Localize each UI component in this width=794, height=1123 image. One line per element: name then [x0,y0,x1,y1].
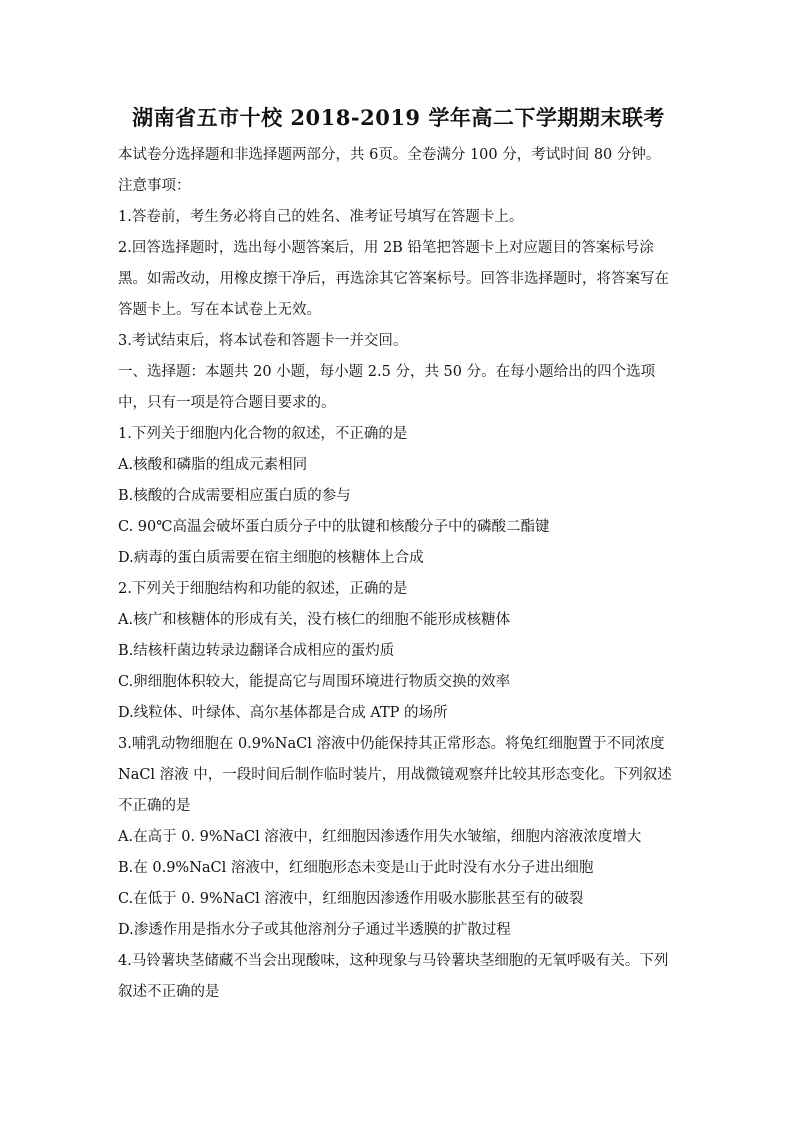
question-1-option-c: C. 90℃高温会破坏蛋白质分子中的肽键和核酸分子中的磷酸二酯键 [118,519,550,535]
question-1-option-a: A.核酸和磷脂的组成元素相同 [118,457,308,473]
notice-item-3: 3.考试结束后，将本试卷和答题卡一并交回。 [118,333,408,349]
notice-item-2: 2.回答选择题时，选出每小题答案后，用 2B 铅笔把答题卡上对应题目的答案标号涂黑。如需改动，用橡皮擦干净后，再选涂其它答案标号。回答非选择题时，将答案写在答题卡上。写在本试卷上无效。 [118,240,669,318]
question-2-option-a: A.核广和核糖体的形成有关，没冇核仁的细胞不能形成核糖体 [118,612,511,628]
exam-title: 湖南省五市十校 2018-2019 学年高二下学期期末联考 [132,105,665,130]
question-2-option-d: D.线粒体、叶绿体、高尔基体都是合成 ATP 的场所 [118,705,448,721]
question-1-option-b: B.核酸的合成需要相应蛋白质的参与 [118,488,351,504]
question-3-option-a: A.在高于 0. 9%NaCl 溶液中，红细胞因渗透作用失水皱缩，细胞内溶液浓度增大 [118,829,642,845]
question-1-option-d: D.病毒的蛋白质需要在宿主细胞的核糖体上合成 [118,550,424,566]
question-4: 4.马铃薯块茎储藏不当会出现酸味，这种现象与马铃薯块茎细胞的无氧呼吸有关。下列叙述不正确的是 [118,953,669,1000]
exam-intro: 本试卷分选择题和非选择题两部分，共 6页。全卷满分 100 分，考试时间 80 分钟。 [118,147,661,163]
question-3-option-c: C.在低于 0. 9%NaCl 溶液中，红细胞因渗透作用吸水膨胀甚至有的破裂 [118,891,584,907]
question-3-option-b: B.在 0.9%NaCl 溶液中，红细胞形态未变是山于此时没有水分子进出细胞 [118,860,594,876]
question-1: 1.下列关于细胞内化合物的叙述，不正确的是 [118,426,408,442]
question-3-option-d: D.渗透作用是指水分子或其他溶剂分子通过半透膜的扩散过程 [118,922,511,938]
question-2-option-c: C.卵细胞体积较大，能提高它与周围环境进行物质交换的效率 [118,674,511,690]
notice-heading: 注意事项： [118,178,191,194]
question-3: 3.哺乳动物细胞在 0.9%NaCl 溶液中仍能保持其正常形态。将兔红细胞置于不同浓度 NaCl 溶液 中，一段时间后制作临时装片，用战微镜观察幷比较其形态变化。下列叙述不正确的是 [118,736,672,814]
question-2-option-b: B.结核杆菌边转录边翻译合成相应的蛋灼质 [118,643,395,659]
notice-item-1: 1.答卷前，考生务必将自己的姓名、准考证号填写在答题卡上。 [118,209,524,225]
question-2: 2.下列关于细胞结构和功能的叙述，正确的是 [118,581,408,597]
section-heading-choice: 一、选择题：本题共 20 小题，每小题 2.5 分，共 50 分。在每小题给出的四个选项中，只有一项是符合题目要求的。 [118,364,656,411]
